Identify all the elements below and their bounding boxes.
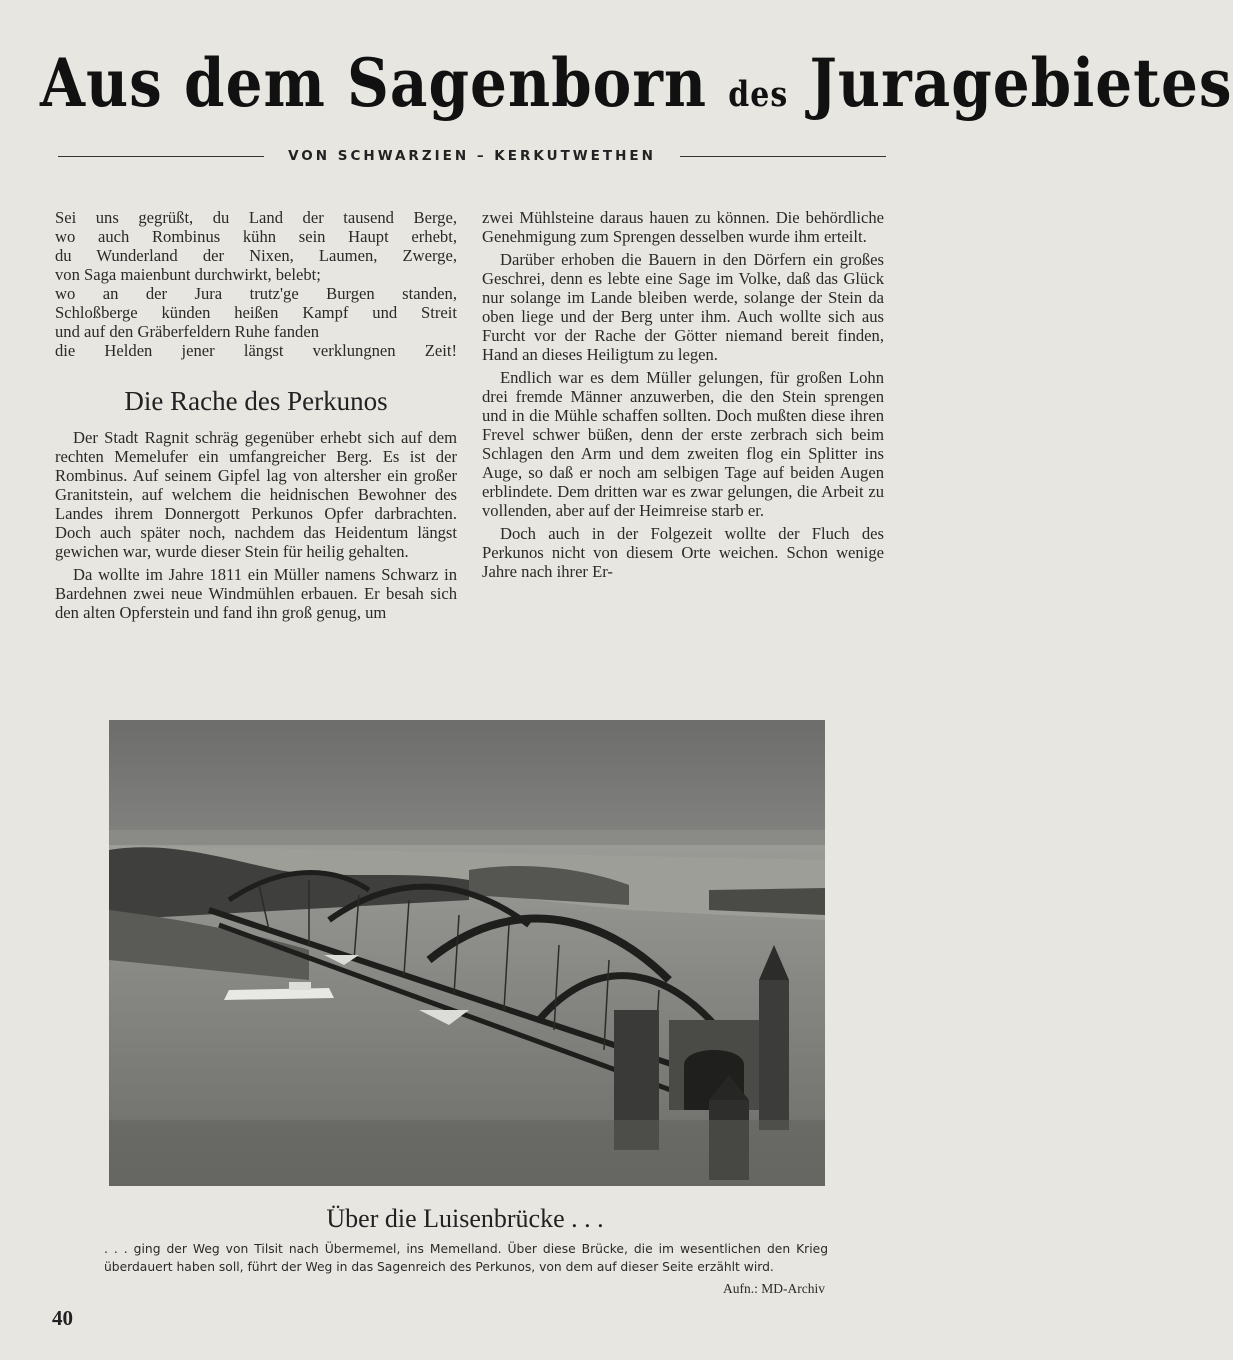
poem-line: du Wunderland der Nixen, Laumen, Zwerge, [55, 246, 457, 265]
poem [55, 208, 457, 360]
section-heading: Die Rache des Perkunos [124, 386, 388, 416]
poem-line: und auf den Gräberfeldern Ruhe fanden [55, 322, 320, 341]
right-column [482, 208, 884, 585]
paragraph: Endlich war es dem Müller gelungen, für großen Lohn drei fremde Männer anzuwerben, die den Stein sprengen und in die Mühle schaffen sollten. Doch mußten diese ihren Frevel schwer büßen, denn der erste zerbrach sich beim Schlagen den Arm und dem zweiten flog ein Splitter ins Auge, so daß er noch am selbigen Tage auf beiden Augen erblindete. Dem dritten war es zwar gelungen, die Arbeit zu vollenden, aber auf der Heimreise starb er. [482, 368, 884, 520]
paragraph: zwei Mühlsteine daraus hauen zu können. Die behördliche Genehmigung zum Sprengen desselben wurde ihm erteilt. [482, 208, 884, 246]
article-title [40, 31, 1233, 135]
byline-rule-right [680, 156, 886, 157]
title-small-word: des [728, 74, 789, 116]
poem-line: von Saga maienbunt durchwirkt, belebt; [55, 265, 321, 284]
caption-text: . . . ging der Weg von Tilsit nach Übermemel, ins Memelland. Über diese Brücke, die im wesentlichen den Krieg überdauert haben soll, führt der Weg in das Sagenreich des Perkunos, von dem auf dieser Seite erzählt wird. [104, 1242, 828, 1274]
photo-credit: Aufn.: MD-Archiv [723, 1281, 825, 1296]
byline: VON SCHWARZIEN – KERKUTWETHEN [288, 148, 656, 164]
poem-line: wo auch Rombinus kühn sein Haupt erhebt, [55, 227, 457, 246]
paragraph: Darüber erhoben die Bauern in den Dörfern ein großes Geschrei, denn es lebte eine Sage im Volke, daß das Glück nur solange im Lande bleiben werde, solange der Stein da oben liege und der Berg unter ihm. Auch wollte sich aus Furcht vor der Rache der Götter niemand bereit finden, Hand an dieses Heiligtum zu legen. [482, 250, 884, 364]
title-part-1: Aus dem Sagenborn [40, 43, 708, 123]
bridge-photo [109, 720, 825, 1186]
paragraph: Da wollte im Jahre 1811 ein Müller namens Schwarz in Bardehnen zwei neue Windmühlen erbauen. Er besah sich den alten Opferstein und fand ihn groß genug, um [55, 565, 457, 622]
poem-line: die Helden jener längst verklungnen Zeit! [55, 341, 457, 360]
caption-title: Über die Luisenbrücke . . . [326, 1204, 604, 1233]
poem-line: Schloßberge künden heißen Kampf und Streit [55, 303, 457, 322]
byline-rule-left [58, 156, 264, 157]
page-number: 40 [52, 1306, 73, 1330]
paragraph: Doch auch in der Folgezeit wollte der Fluch des Perkunos nicht von diesem Orte weichen. Schon wenige Jahre nach ihrer Er- [482, 524, 884, 581]
bridge-illustration [109, 720, 825, 1186]
poem-line: Sei uns gegrüßt, du Land der tausend Berge, [55, 208, 457, 227]
poem-line: wo an der Jura trutz'ge Burgen standen, [55, 284, 457, 303]
paragraph: Der Stadt Ragnit schräg gegenüber erhebt sich auf dem rechten Memelufer ein umfangreicher Berg. Es ist der Rombinus. Auf seinem Gipfel lag von altersher ein großer Granitstein, auf welchem die heidnischen Bewohner des Landes ihrem Donnergott Perkunos Opfer darbrachten. Doch auch später noch, nachdem das Heidentum längst gewichen war, wurde dieser Stein für heilig gehalten. [55, 428, 457, 561]
left-column [55, 208, 457, 626]
byline-row [58, 145, 886, 167]
title-part-2: Juragebietes [809, 43, 1233, 123]
